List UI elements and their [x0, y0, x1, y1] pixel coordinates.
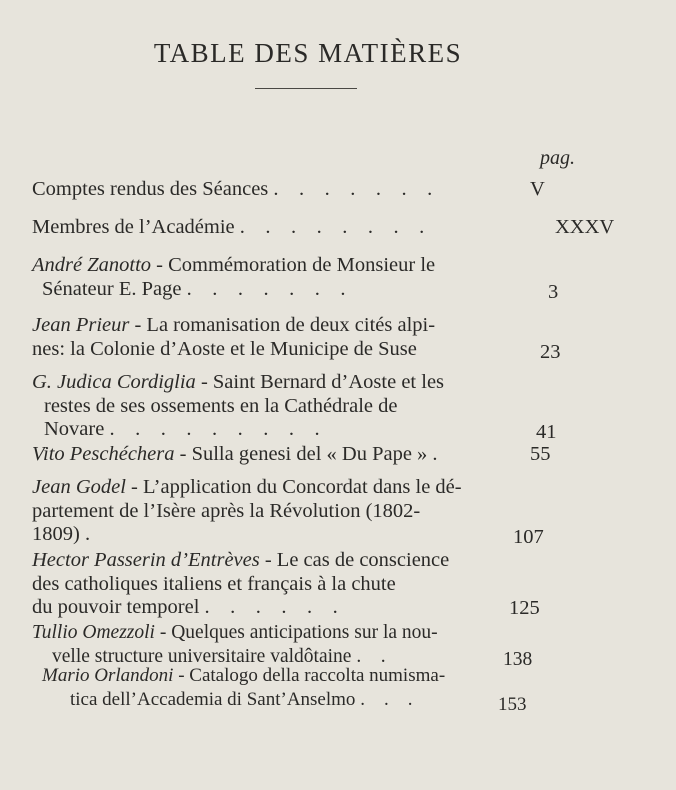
page-column-label: pag.	[540, 147, 575, 169]
entry-title-text: - Sulla genesi del « Du Pape »	[174, 443, 428, 465]
author-name: Jean Godel	[32, 476, 126, 498]
toc-entry-line	[32, 395, 588, 419]
page-number: XXXV	[555, 216, 615, 238]
entry-title-text: du pouvoir temporel	[32, 596, 200, 618]
toc-entry-line	[32, 443, 588, 467]
entry-title-text: tica dell’Accademia di Sant’Anselmo	[70, 688, 356, 710]
toc-entry	[32, 216, 615, 240]
toc-entry-line	[32, 621, 588, 645]
author-name: Hector Passerin d’Entrèves	[32, 549, 260, 571]
toc-entry	[32, 178, 588, 202]
toc-entry	[32, 443, 588, 467]
toc-entry-line	[32, 278, 588, 302]
page-title: TABLE DES MATIÈRES	[153, 38, 463, 68]
dot-leader: . . .	[355, 688, 413, 710]
toc-entry	[32, 664, 588, 715]
toc-entry	[32, 314, 588, 361]
entry-title-text: - La romanisation de deux cités alpi-	[129, 314, 436, 336]
entry-title-text: nes: la Colonie d’Aoste et le Municipe de Suse	[32, 337, 417, 360]
entry-title-text: - Commémoration de Monsieur le	[151, 254, 436, 276]
entry-title-text: - L’application du Concordat dans le dé-	[125, 476, 462, 498]
dot-leader: . . . . . .	[199, 596, 338, 618]
dot-leader: . . . . . . . .	[234, 216, 425, 238]
toc-entry-line	[32, 418, 588, 442]
page-number: 23	[540, 341, 561, 363]
author-name: Vito Peschéchera	[32, 443, 175, 465]
page-number: V	[530, 178, 545, 200]
author-name: G. Judica Cordiglia	[32, 371, 196, 393]
toc-entry	[32, 621, 588, 668]
page-number: 41	[536, 421, 557, 443]
page-number: 153	[498, 694, 527, 715]
dot-leader: . . . . . . .	[181, 277, 346, 300]
page-number: 138	[503, 649, 533, 670]
toc-entry	[32, 371, 588, 442]
page-number: 55	[530, 443, 551, 465]
entry-title-text: - Saint Bernard d’Aoste et les	[195, 371, 445, 393]
toc-entry-line	[32, 254, 588, 278]
toc-entry-line	[32, 371, 588, 395]
dot-leader: .	[79, 523, 91, 545]
entry-title-text: - Le cas de conscience	[259, 549, 450, 571]
dot-leader: . .	[351, 645, 386, 667]
entry-title-text: 1809)	[32, 523, 80, 545]
page-number: 107	[513, 526, 544, 548]
entry-title-text: Comptes rendus des Séances	[32, 178, 269, 200]
entry-title-text: velle structure universitaire valdôtaine	[52, 645, 352, 667]
toc-entry	[32, 549, 588, 620]
title-rule	[255, 88, 357, 89]
entry-title-text: - Quelques anticipations sur la nou-	[154, 622, 438, 643]
toc-entry-line	[32, 664, 588, 688]
dot-leader: .	[427, 443, 438, 465]
author-name: André Zanotto	[32, 254, 152, 276]
toc-entry-line	[32, 476, 588, 500]
toc-entry-line	[32, 338, 588, 362]
toc-entry-line	[32, 216, 588, 240]
entry-title-text: restes de ses ossements en la Cathédrale de	[44, 394, 398, 417]
author-name: Tullio Omezzoli	[32, 622, 155, 643]
author-name: Jean Prieur	[32, 314, 130, 336]
toc-entry-line	[32, 500, 588, 524]
toc-entry-line	[32, 549, 588, 573]
page-number: 3	[548, 281, 559, 303]
toc-entry	[32, 476, 588, 547]
page-number: 125	[509, 597, 540, 619]
toc-entry-line	[32, 314, 588, 338]
entry-title-text: Sénateur E. Page	[42, 277, 182, 300]
toc-entry-line	[32, 573, 588, 597]
toc-entry-line	[32, 178, 588, 202]
author-name: Mario Orlandoni	[42, 665, 174, 686]
entry-title-text: des catholiques italiens et français à la chute	[32, 572, 396, 595]
entry-title-text: - Catalogo della raccolta numisma-	[173, 665, 446, 686]
dot-leader: . . . . . . .	[268, 178, 433, 200]
entry-title-text: partement de l’Isère après la Révolution (1802-	[32, 499, 421, 522]
dot-leader: . . . . . . . . .	[104, 418, 320, 440]
toc-entry	[32, 254, 588, 301]
entry-title-text: Membres de l’Académie	[32, 216, 235, 238]
toc-entry-line	[32, 596, 588, 620]
toc-entry-line	[32, 523, 588, 547]
entry-title-text: Novare	[44, 418, 105, 440]
